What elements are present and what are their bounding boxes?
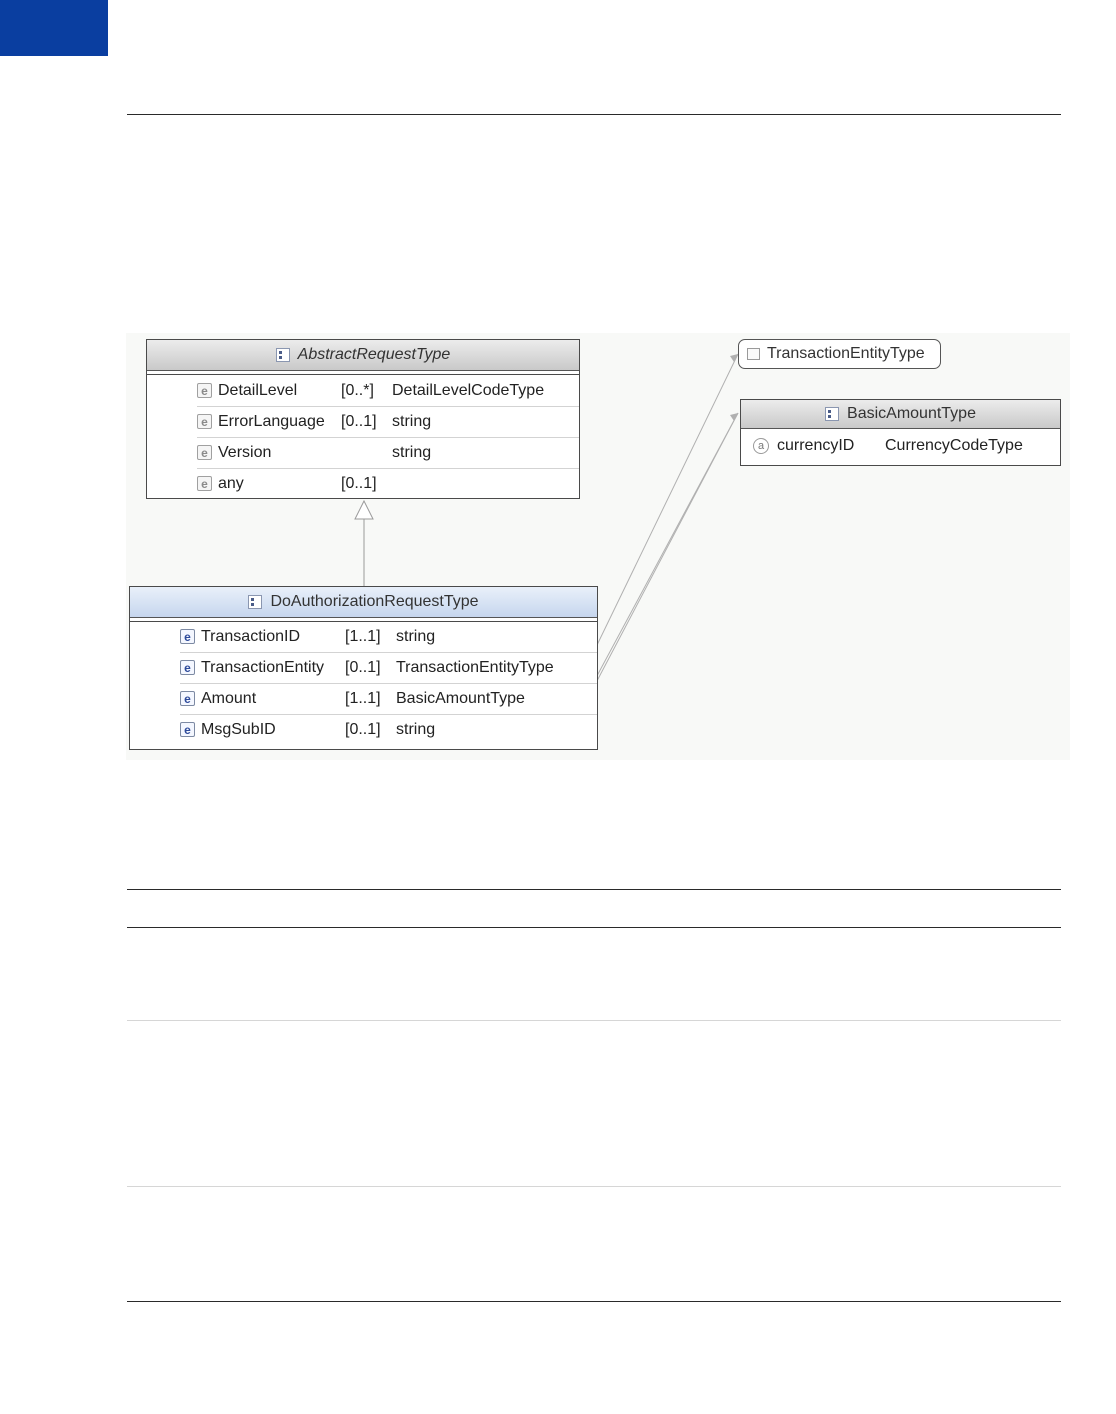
table-row-divider [127,1020,1061,1021]
abstract-request-type-title: AbstractRequestType [297,346,451,363]
complex-type-icon [248,595,262,609]
element-multiplicity: [0..1] [341,474,377,492]
basic-amount-type-box[interactable] [740,399,1061,466]
element-icon: e [180,691,195,706]
element-type: string [396,627,436,645]
element-type: string [392,412,432,430]
element-row[interactable] [180,714,597,745]
complex-type-icon [276,348,290,362]
attribute-row[interactable] [753,430,1058,461]
element-multiplicity: [0..1] [345,658,381,676]
simple-type-icon [747,348,760,360]
abstract-request-type-box[interactable] [146,339,580,499]
element-row[interactable] [197,468,579,499]
element-type: string [392,443,432,461]
element-name: Version [218,443,272,461]
element-icon: e [197,445,212,460]
element-row[interactable] [197,437,579,469]
schema-diagram [126,333,1070,760]
attribute-icon: a [753,438,769,454]
element-name: MsgSubID [201,720,276,738]
element-row[interactable] [180,683,597,715]
basic-amount-type-title: BasicAmountType [847,405,976,422]
element-row[interactable] [197,406,579,438]
element-row[interactable] [180,652,597,684]
element-multiplicity: [0..1] [345,720,381,738]
do-authorization-request-type-title: DoAuthorizationRequestType [270,593,479,610]
table-header-rule [127,927,1061,928]
element-type: string [396,720,436,738]
abstract-request-type-header [147,340,579,371]
transaction-entity-type-title: TransactionEntityType [767,345,925,362]
element-name: ErrorLanguage [218,412,325,430]
element-row[interactable] [197,375,579,407]
header-rule [127,114,1061,115]
element-icon: e [180,660,195,675]
element-type: DetailLevelCodeType [392,381,545,399]
element-type: BasicAmountType [396,689,525,707]
do-authorization-request-type-header [130,587,597,618]
element-multiplicity: [0..*] [341,381,374,399]
table-row-divider [127,1186,1061,1187]
attribute-name: currencyID [777,436,855,454]
element-multiplicity: [1..1] [345,689,381,707]
element-icon: e [197,414,212,429]
element-name: DetailLevel [218,381,298,399]
element-type: TransactionEntityType [396,658,554,676]
element-multiplicity: [1..1] [345,627,381,645]
element-name: Amount [201,689,257,707]
element-icon: e [180,629,195,644]
element-multiplicity: [0..1] [341,412,377,430]
element-name: any [218,474,244,492]
table-bottom-rule [127,1301,1061,1302]
section-tab [0,0,108,56]
element-icon: e [180,722,195,737]
basic-amount-type-header [741,400,1060,429]
table-top-rule [127,889,1061,890]
element-row[interactable] [180,621,597,653]
do-authorization-request-type-box[interactable] [129,586,598,750]
element-icon: e [197,383,212,398]
complex-type-icon [825,407,839,421]
element-name: TransactionEntity [201,658,325,676]
element-name: TransactionID [201,627,300,645]
any-element-icon: e [197,476,212,491]
attribute-type: CurrencyCodeType [885,436,1023,454]
transaction-entity-type-box[interactable] [738,339,941,369]
